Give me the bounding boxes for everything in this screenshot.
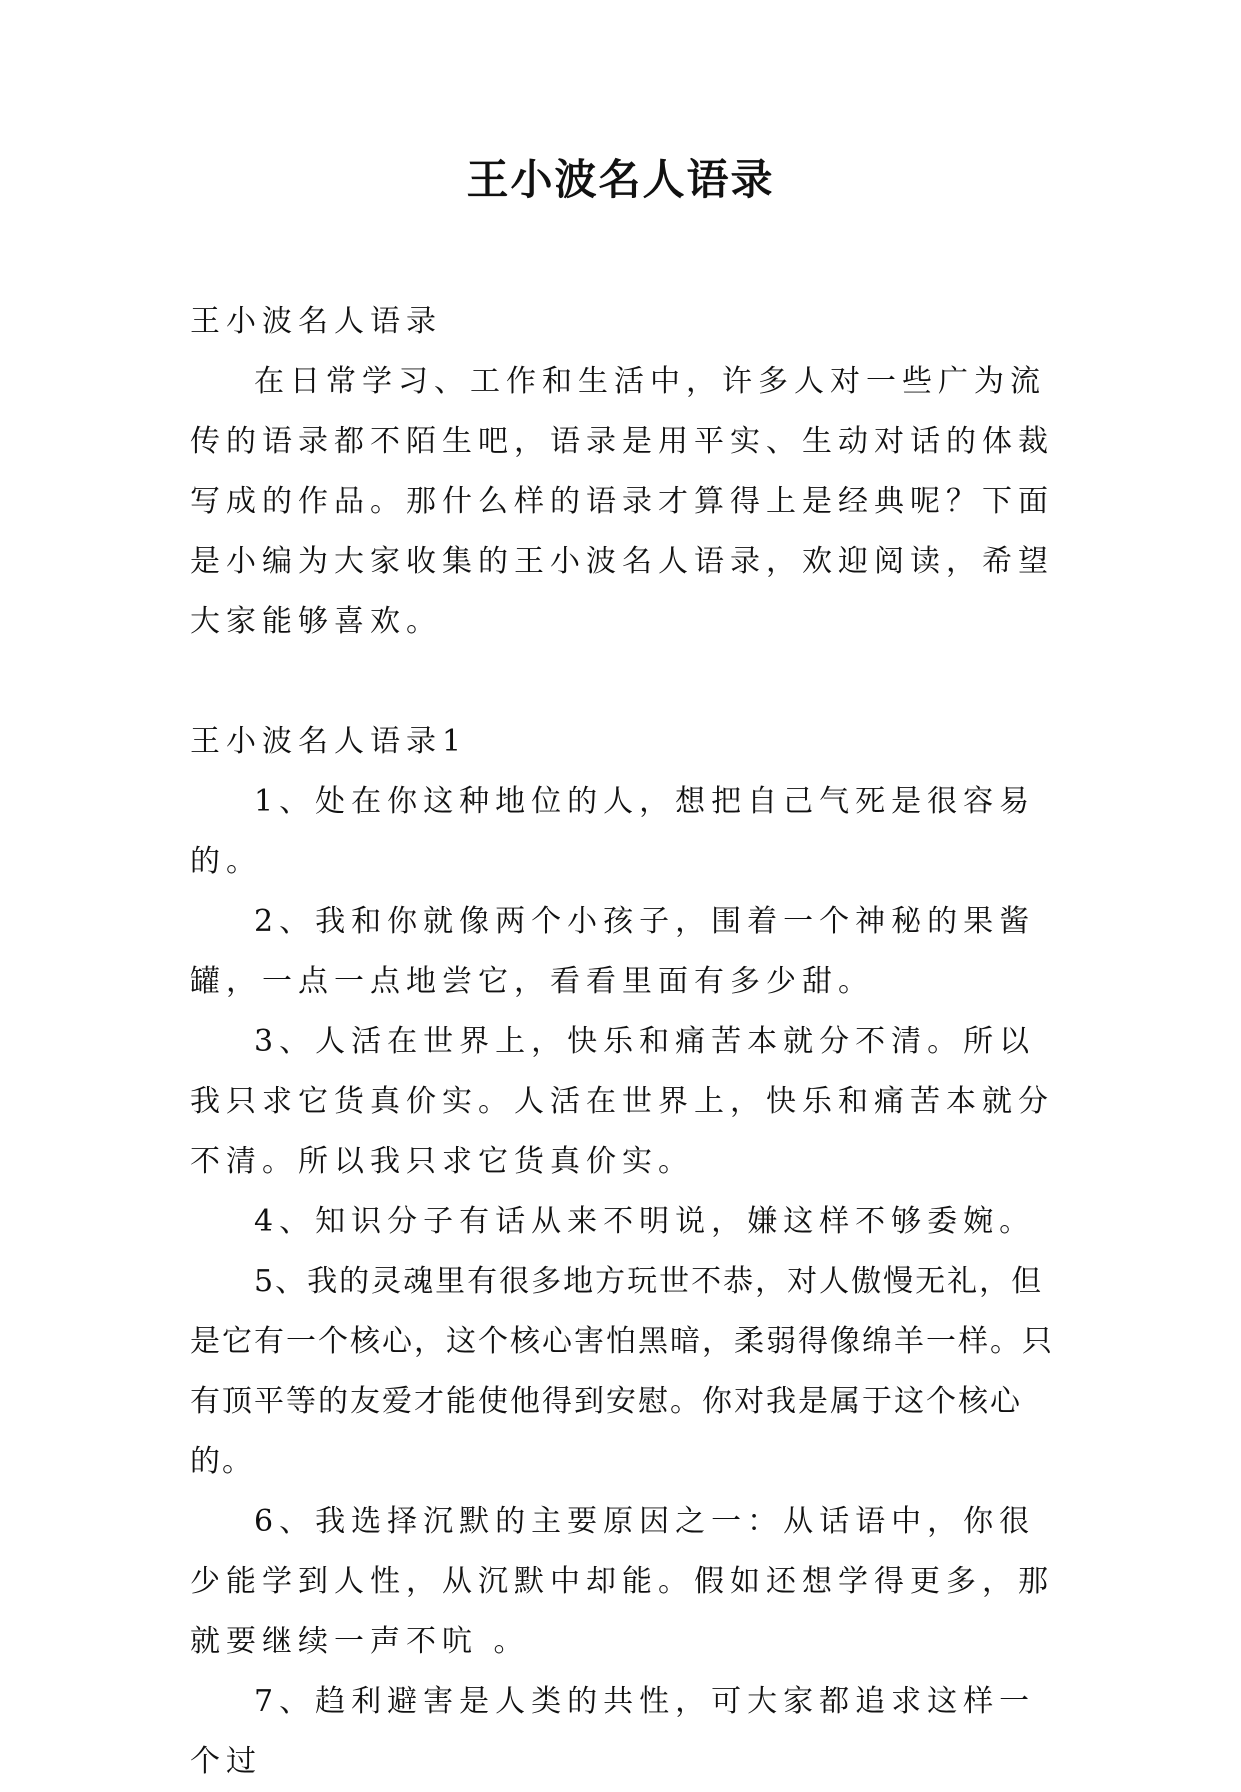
quote-1: 1、处在你这种地位的人，想把自己气死是很容易的。 (190, 784, 1036, 879)
subtitle: 王小波名人语录 (190, 304, 442, 339)
quote-5: 5、我的灵魂里有很多地方玩世不恭，对人傲慢无礼，但是它有一个核心，这个核心害怕黑暗，柔弱得像绵羊一样。只有顶平等的友爱才能使他得到安慰。你对我是属于这个核心的。 (190, 1264, 1054, 1479)
quote-3: 3、人活在世界上，快乐和痛苦本就分不清。所以我只求它货真价实。人活在世界上，快乐和痛苦本就分不清。所以我只求它货真价实。 (190, 1024, 1054, 1179)
quote-2: 2、我和你就像两个小孩子，围着一个神秘的果酱罐，一点一点地尝它，看看里面有多少甜。 (190, 904, 1036, 999)
document-body (190, 292, 1055, 1792)
intro-paragraph: 在日常学习、工作和生活中，许多人对一些广为流传的语录都不陌生吧，语录是用平实、生动对话的体裁写成的作品。那什么样的语录才算得上是经典呢？下面是小编为大家收集的王小波名人语录，欢迎阅读，希望大家能够喜欢。 (190, 364, 1054, 639)
section-heading: 王小波名人语录1 (190, 724, 468, 759)
quote-4: 4、知识分子有话从来不明说，嫌这样不够委婉。 (254, 1204, 1036, 1239)
page-title: 王小波名人语录 (466, 155, 775, 204)
quote-7: 7、趋利避害是人类的共性，可大家都追求这样一个过 (190, 1684, 1036, 1779)
quote-6: 6、我选择沉默的主要原因之一：从话语中，你很少能学到人性，从沉默中却能。假如还想学得更多，那就要继续一声不吭 。 (190, 1504, 1054, 1659)
